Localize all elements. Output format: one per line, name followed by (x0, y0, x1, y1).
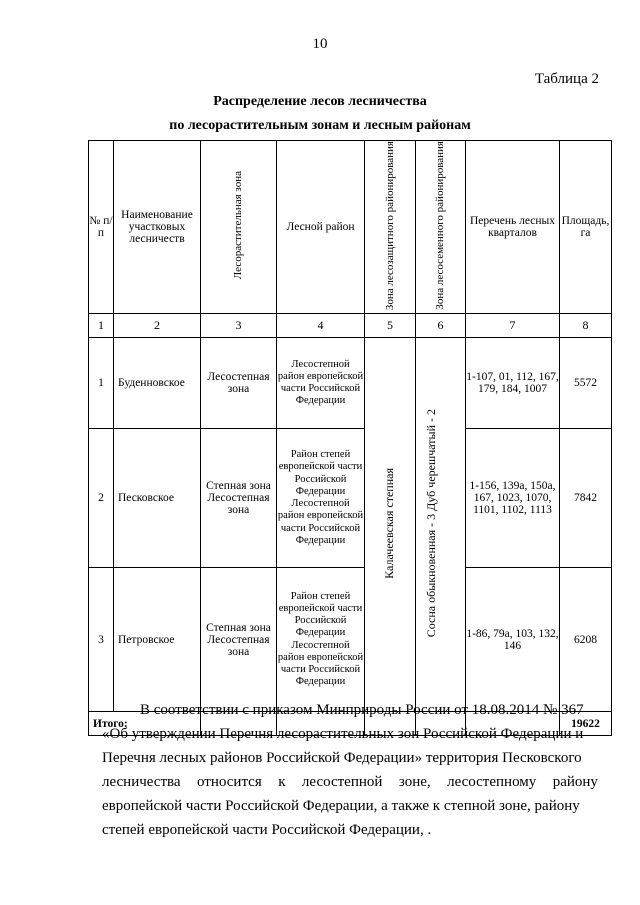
column-number-row (89, 314, 612, 338)
row-zone: Степная зона Лесостепная зона (201, 568, 277, 712)
column-number: 5 (365, 314, 416, 338)
header-zone-label: Лесорастительная зона (232, 171, 245, 280)
paragraph-line (102, 770, 598, 794)
paragraph-line: степей европейской части Российской Федерации, . (102, 822, 432, 838)
column-number: 7 (466, 314, 560, 338)
paragraph-word: относится (197, 774, 262, 790)
seed-zone-text: Сосна обыкновенная - 3 Дуб черешчатый - 2 (423, 409, 438, 638)
protective-zone-cell (365, 338, 416, 712)
table-row (89, 429, 612, 568)
header-zone (201, 141, 277, 314)
row-district: Лесостепной район европейской части Российской Федерации (277, 338, 365, 429)
row-zone: Степная зона Лесостепная зона (201, 429, 277, 568)
row-zone: Лесостепная зона (201, 338, 277, 429)
header-seed-label: Зона лесосеменного районирования (434, 141, 447, 310)
header-row (89, 141, 612, 314)
header-protective-label: Зона лесозащитного районирования (383, 141, 396, 311)
paragraph-line: Перечня лесных районов Российской Федерации» территория Песковского (102, 750, 582, 766)
header-district: Лесной район (277, 141, 365, 314)
row-quarters: 1-107, 01, 112, 167, 179, 184, 1007 (466, 338, 560, 429)
row-area: 7842 (560, 429, 612, 568)
row-area: 5572 (560, 338, 612, 429)
protective-zone-text: Калачеевская степная (382, 467, 397, 579)
header-seed (416, 141, 466, 314)
body-paragraph (102, 698, 598, 842)
row-quarters: 1-156, 139а, 150а, 167, 1023, 1070, 1101, 1102, 1113 (466, 429, 560, 568)
seed-zone-cell (416, 338, 466, 712)
column-number: 4 (277, 314, 365, 338)
column-number: 1 (89, 314, 114, 338)
paragraph-line: В соответствии с приказом Минприроды России от 18.08.2014 № 367 (140, 702, 584, 718)
header-area: Площадь, га (560, 141, 612, 314)
header-protective (365, 141, 416, 314)
row-num: 3 (89, 568, 114, 712)
paragraph-word: лесостепной (301, 774, 383, 790)
paragraph-word: лесничества (102, 774, 181, 790)
table-label: Таблица 2 (534, 71, 599, 87)
paragraph-word: району (552, 774, 598, 790)
header-name: Наименование участковых лесничеств (114, 141, 201, 314)
row-district: Район степей европейской части Российской Федерации Лесостепной район европейской части Российской Федерации (277, 568, 365, 712)
row-name: Петровское (114, 568, 201, 712)
column-number: 6 (416, 314, 466, 338)
table-title-line-1: Распределение лесов лесничества (213, 94, 427, 109)
total-label: Итого: (89, 712, 201, 736)
paragraph-word: зоне, (398, 774, 431, 790)
header-num: № п/п (89, 141, 114, 314)
row-name: Песковское (114, 429, 201, 568)
forest-distribution-table (88, 140, 612, 736)
column-number: 3 (201, 314, 277, 338)
page-number: 10 (312, 36, 328, 52)
row-district: Район степей европейской части Российской Федерации Лесостепной район европейской части Российской Федерации (277, 429, 365, 568)
paragraph-line: «Об утверждении Перечня лесорастительных зон Российской Федерации и (102, 726, 584, 742)
row-num: 1 (89, 338, 114, 429)
table-row (89, 338, 612, 429)
paragraph-word: к (278, 774, 286, 790)
column-number: 2 (114, 314, 201, 338)
row-area: 6208 (560, 568, 612, 712)
column-number: 8 (560, 314, 612, 338)
paragraph-line: европейской части Российской Федерации, а также к степной зоне, району (102, 798, 580, 814)
table-title-line-2: по лесорастительным зонам и лесным районам (169, 118, 471, 133)
row-num: 2 (89, 429, 114, 568)
header-quarters: Перечень лесных кварталов (466, 141, 560, 314)
total-area: 19622 (560, 712, 612, 736)
row-quarters: 1-86, 79а, 103, 132, 146 (466, 568, 560, 712)
paragraph-word: лесостепному (447, 774, 537, 790)
table-row (89, 568, 612, 712)
row-name: Буденновское (114, 338, 201, 429)
